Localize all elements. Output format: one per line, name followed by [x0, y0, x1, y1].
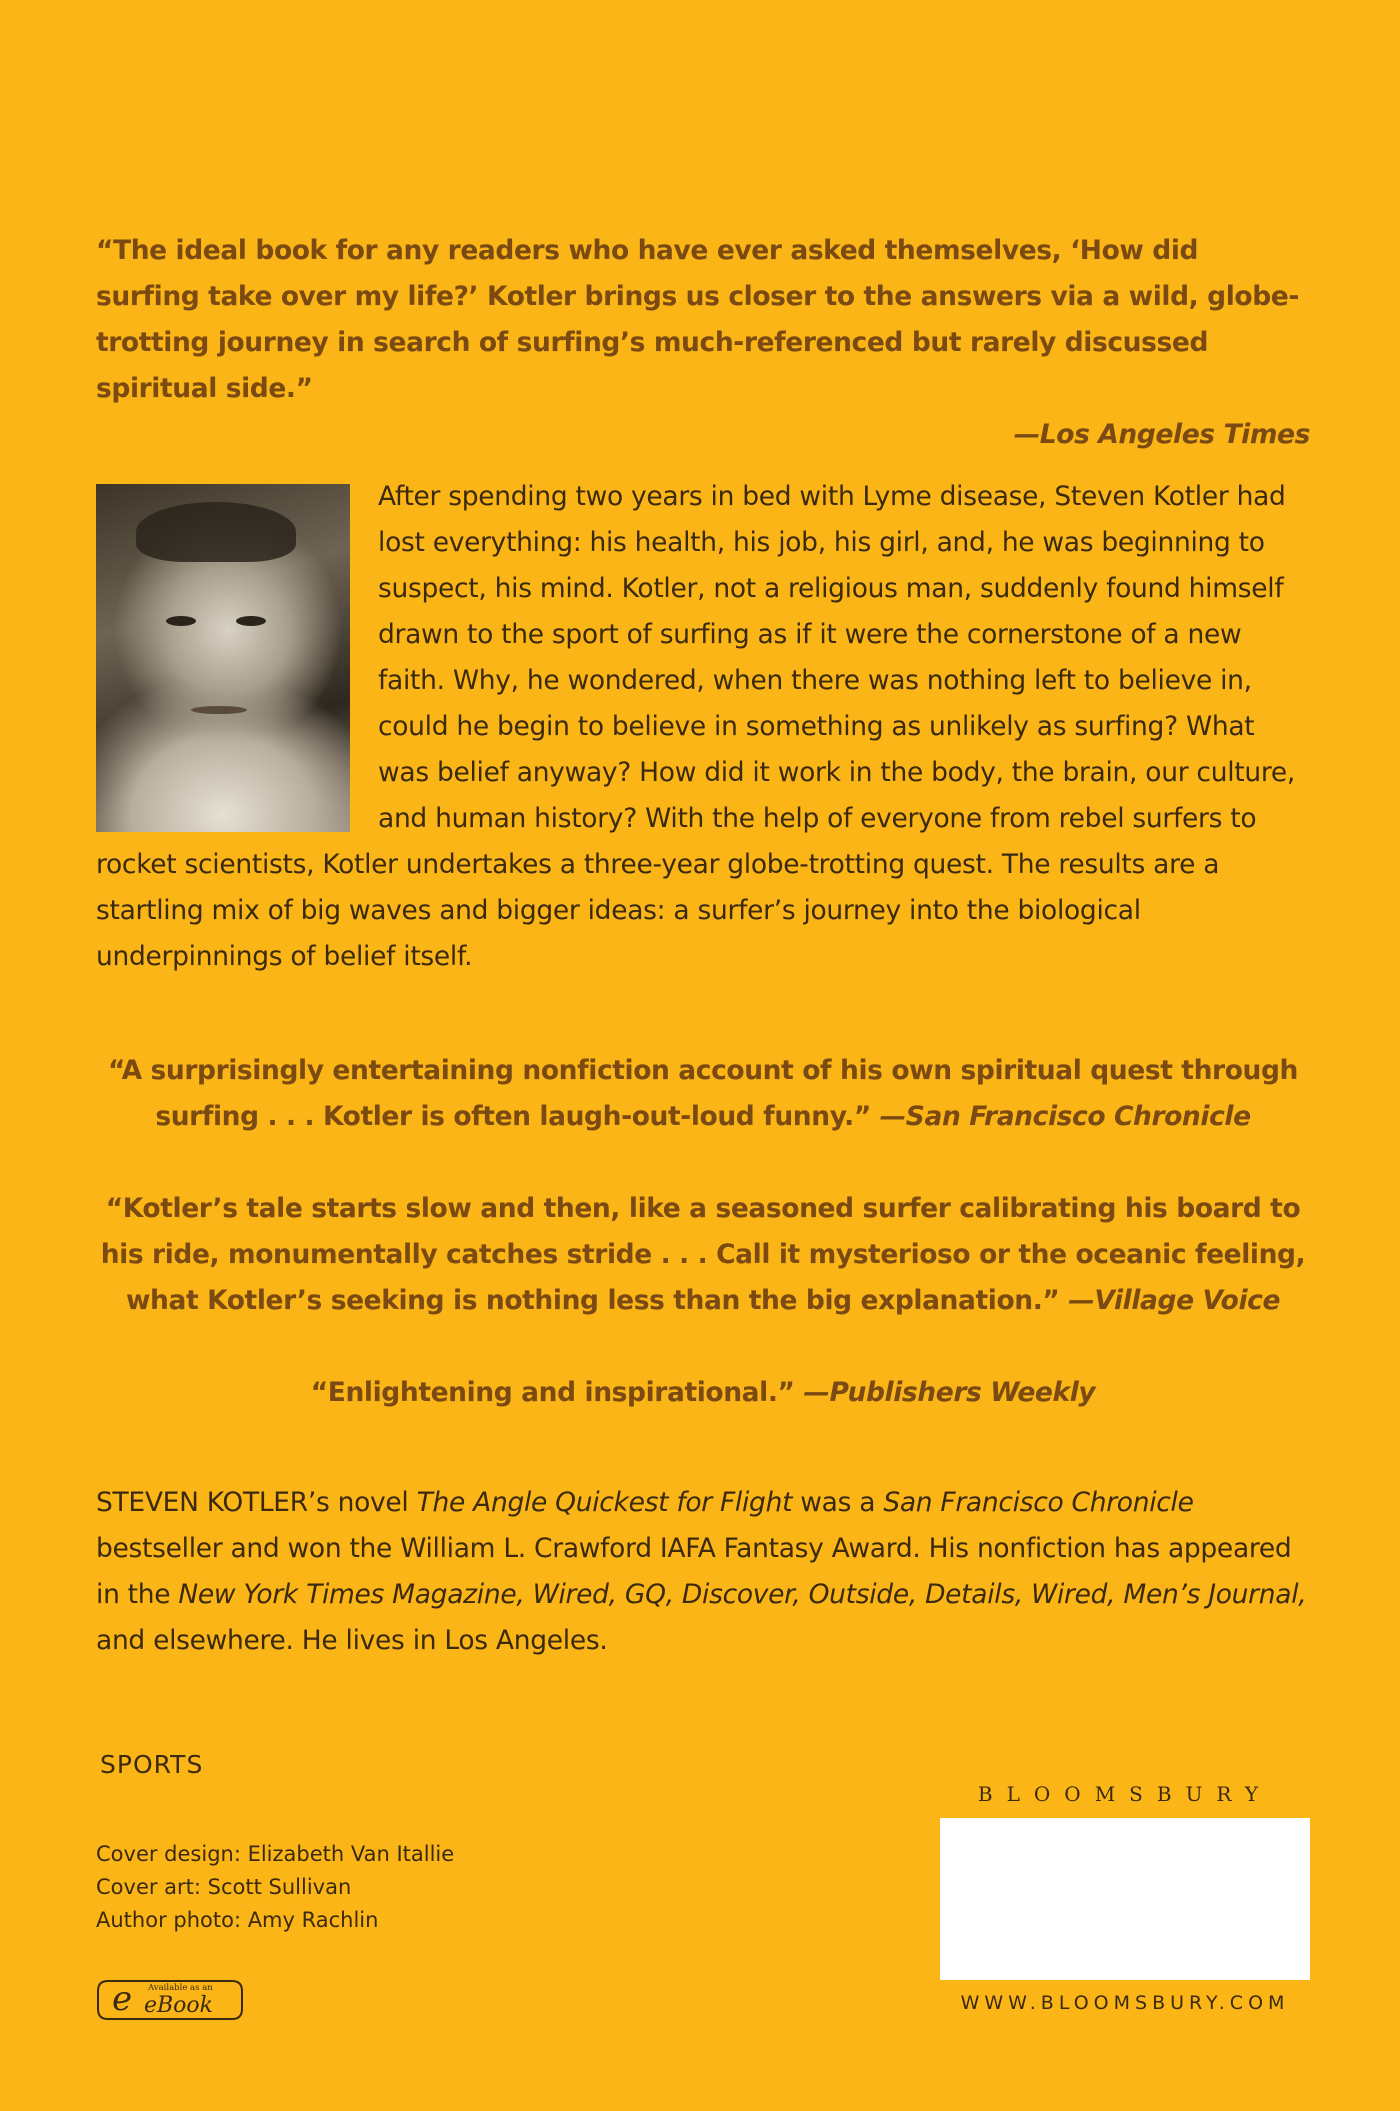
publisher-name: BLOOMSBURY: [977, 1782, 1273, 1806]
review-quote-attribution: —San Francisco Chronicle: [879, 1101, 1251, 1132]
novel-title: The Angle Quickest for Flight: [416, 1487, 793, 1518]
review-quote-2: [96, 1186, 1310, 1324]
review-quote-attribution: —Publishers Weekly: [803, 1377, 1096, 1408]
review-quote-text: “Enlightening and inspirational.”: [310, 1377, 795, 1408]
barcode-area: [940, 1818, 1310, 1980]
review-quote-1: [96, 1048, 1310, 1140]
author-photo: [96, 484, 350, 832]
top-review-attribution: —Los Angeles Times: [1013, 419, 1310, 450]
review-quote-text: “Kotler’s tale starts slow and then, like a seasoned surfer calibrating his board to his ride, monumentally catches stride . . . Call it mysterioso or the oceanic feeling, what Kotler’s seeking is nothing less than the big explanation.”: [100, 1193, 1306, 1316]
review-quote-3: [96, 1370, 1310, 1416]
newspaper-name: San Francisco Chronicle: [883, 1487, 1194, 1518]
bio-text: was a: [792, 1487, 884, 1518]
bio-text: ’s novel: [307, 1487, 417, 1518]
ebook-available-text: Available as an: [148, 1983, 213, 1993]
review-quote-text: “A surprisingly entertaining nonfiction account of his own spiritual quest through surfing . . . Kotler is often laugh-out-loud funny.”: [107, 1055, 1299, 1132]
cover-credits: [96, 1838, 454, 1937]
publication-list: New York Times Magazine, Wired, GQ, Discover, Outside, Details, Wired, Men’s Journal,: [178, 1579, 1307, 1610]
publisher-website: WWW.BLOOMSBURY.COM: [960, 1992, 1290, 2014]
bio-text: and elsewhere. He lives in Los Angeles.: [96, 1625, 608, 1656]
credit-line: Cover art: Scott Sullivan: [96, 1875, 352, 1899]
ebook-word: eBook: [144, 1993, 214, 2018]
book-description-text: After spending two years in bed with Lyme disease, Steven Kotler had lost everything: his health, his job, his girl, and, he was beginning to suspect, his mind. Kotler, not a religious man, suddenly found himself drawn to the sport of surfing as if it were the cornerstone of a new faith. Why, he wondered, when there was nothing left to believe in, could he begin to believe in something as unlikely as surfing? What was belief anyway? How did it work in the body, the brain, our culture, and human history? With the help of everyone from rebel surfers to rocket scientists, Kotler undertakes a three-year globe-trotting quest. The results are a startling mix of big waves and bigger ideas: a surfer’s journey into the biological underpinnings of belief itself.: [96, 481, 1295, 972]
author-photo-hair: [136, 502, 296, 562]
category-label: SPORTS: [100, 1750, 204, 1779]
author-name: STEVEN KOTLER: [96, 1487, 308, 1518]
author-bio: [96, 1480, 1310, 1664]
review-quote-attribution: —Village Voice: [1068, 1285, 1281, 1316]
credit-line: Author photo: Amy Rachlin: [96, 1908, 379, 1932]
bio-text: bestseller and won the William L. Crawford IAFA Fantasy Award. His nonfiction has appeared in the: [96, 1533, 1292, 1610]
author-photo-eye: [236, 616, 266, 626]
ebook-logo: [96, 1977, 244, 2023]
ebook-e-letter: e: [112, 1979, 133, 2019]
credit-line: Cover design: Elizabeth Van Itallie: [96, 1842, 455, 1866]
author-photo-mouth: [191, 706, 247, 714]
author-photo-eye: [166, 616, 196, 626]
top-review-text: “The ideal book for any readers who have ever asked themselves, ‘How did surfing take over my life?’ Kotler brings us closer to the answers via a wild, globe-trotting journey in search of surfing’s much-referenced but rarely discussed spiritual side.”: [96, 235, 1299, 404]
top-review-quote: [96, 228, 1310, 458]
